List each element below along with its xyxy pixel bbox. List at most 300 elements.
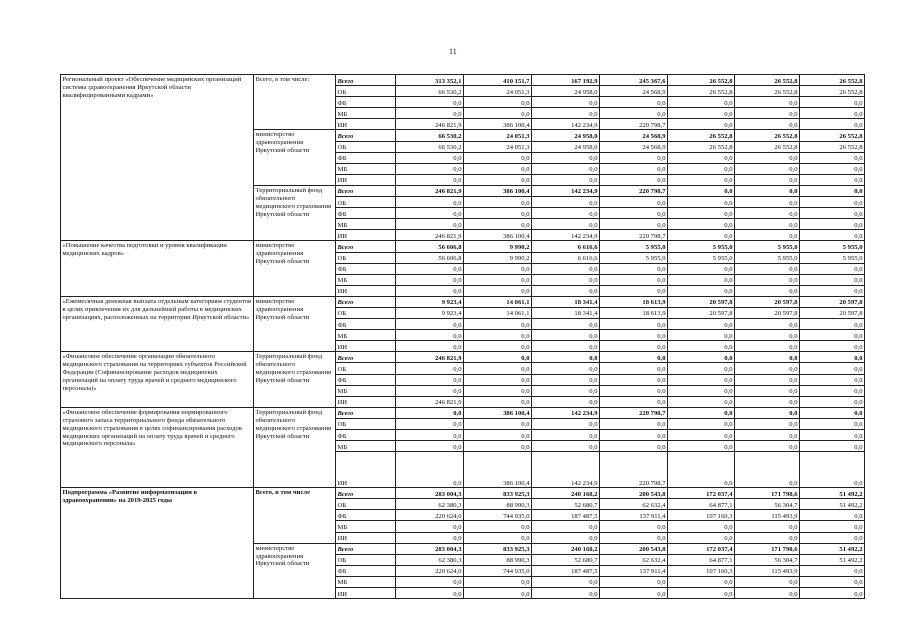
amount-cell: 187 487,5 — [532, 565, 600, 576]
funding-source-cell: ИИ — [336, 230, 396, 241]
amount-cell: 20 597,8 — [800, 307, 865, 318]
amount-cell: 142 234,9 — [532, 119, 600, 130]
amount-cell: 0,0 — [396, 330, 464, 341]
amount-cell: 0,0 — [735, 341, 800, 352]
amount-cell: 0,0 — [464, 418, 532, 429]
amount-cell: 5 955,0 — [600, 252, 668, 263]
amount-cell: 0,0 — [668, 363, 735, 374]
funding-source-cell: ОБ — [336, 363, 396, 374]
amount-cell: 240 168,2 — [532, 543, 600, 554]
amount-cell: 0,0 — [735, 119, 800, 130]
amount-cell: 26 552,8 — [800, 75, 865, 86]
amount-cell: 24 051,3 — [464, 130, 532, 141]
amount-cell: 0,0 — [396, 219, 464, 230]
amount-cell: 0,0 — [532, 274, 600, 285]
funding-source-cell: МБ — [336, 385, 396, 396]
amount-cell: 0,0 — [735, 185, 800, 196]
budget-table-body — [61, 75, 865, 599]
amount-cell: 0,0 — [600, 108, 668, 119]
amount-cell: 200 543,8 — [600, 488, 668, 499]
amount-cell: 0,0 — [600, 330, 668, 341]
executor-cell: Территориальный фонд обязательного медицинского страхования Иркутской области — [254, 407, 336, 487]
amount-cell: 0,0 — [735, 441, 800, 452]
amount-cell: 0,0 — [735, 163, 800, 174]
amount-cell: 313 352,1 — [396, 75, 464, 86]
amount-cell: 18 341,4 — [532, 296, 600, 307]
amount-cell: 64 877,1 — [668, 554, 735, 565]
executor-cell: Территориальный фонд обязательного медицинского страхования Иркутской области — [254, 185, 336, 240]
amount-cell: 0,0 — [532, 396, 600, 407]
amount-cell: 0,0 — [464, 374, 532, 385]
amount-cell: 220 624,0 — [396, 565, 464, 576]
amount-cell: 0,0 — [532, 352, 600, 363]
amount-cell: 0,0 — [396, 363, 464, 374]
amount-cell: 142 234,9 — [532, 407, 600, 418]
amount-cell: 0,0 — [464, 97, 532, 108]
amount-cell: 167 192,9 — [532, 75, 600, 86]
amount-cell: 26 552,8 — [735, 141, 800, 152]
amount-cell: 0,0 — [800, 352, 865, 363]
amount-cell: 26 552,8 — [668, 141, 735, 152]
amount-cell: 51 492,2 — [800, 488, 865, 499]
amount-cell: 0,0 — [800, 230, 865, 241]
amount-cell: 0,0 — [735, 330, 800, 341]
funding-source-cell: Всего — [336, 543, 396, 554]
amount-cell: 0,0 — [800, 197, 865, 208]
amount-cell: 0,0 — [800, 532, 865, 543]
amount-cell: 0,0 — [800, 341, 865, 352]
amount-cell: 24 568,9 — [600, 86, 668, 97]
amount-cell: 0,0 — [668, 441, 735, 452]
amount-cell: 0,0 — [396, 374, 464, 385]
amount-cell: 0,0 — [532, 108, 600, 119]
amount-cell: 0,0 — [464, 263, 532, 274]
amount-cell: 5 955,0 — [800, 241, 865, 252]
amount-cell: 386 100,4 — [464, 407, 532, 418]
amount-cell: 5 955,0 — [668, 241, 735, 252]
amount-cell: 0,0 — [532, 576, 600, 587]
amount-cell: 0,0 — [396, 319, 464, 330]
amount-cell: 386 100,4 — [464, 230, 532, 241]
amount-cell: 0,0 — [668, 263, 735, 274]
amount-cell: 20 597,8 — [735, 307, 800, 318]
table-row — [61, 241, 865, 252]
amount-cell: 0,0 — [800, 576, 865, 587]
amount-cell: 0,0 — [800, 274, 865, 285]
amount-cell: 0,0 — [464, 352, 532, 363]
funding-source-cell: ОБ — [336, 499, 396, 510]
amount-cell: 52 680,7 — [532, 499, 600, 510]
amount-cell: 20 597,8 — [668, 307, 735, 318]
funding-source-cell: Всего — [336, 130, 396, 141]
funding-source-cell: Всего — [336, 75, 396, 86]
amount-cell: 5 955,0 — [800, 252, 865, 263]
amount-cell: 0,0 — [800, 418, 865, 429]
amount-cell: 0,0 — [668, 330, 735, 341]
amount-cell: 5 955,0 — [735, 252, 800, 263]
funding-source-cell: МБ — [336, 441, 396, 452]
section-description: Региональный проект «Обеспечение медицинских организаций системы здравоохранения Иркутской области квалифицированными кадрами» — [61, 75, 254, 241]
funding-source-cell: ИИ — [336, 588, 396, 599]
amount-cell: 0,0 — [532, 152, 600, 163]
amount-cell: 0,0 — [668, 230, 735, 241]
funding-source-cell: ФБ — [336, 319, 396, 330]
amount-cell: 9 923,4 — [396, 307, 464, 318]
amount-cell: 0,0 — [396, 521, 464, 532]
funding-source-cell: Всего — [336, 296, 396, 307]
amount-cell: 115 493,9 — [735, 510, 800, 521]
amount-cell: 88 990,3 — [464, 499, 532, 510]
amount-cell: 0,0 — [532, 174, 600, 185]
amount-cell: 0,0 — [532, 263, 600, 274]
funding-source-cell: ФБ — [336, 208, 396, 219]
amount-cell: 18 613,9 — [600, 296, 668, 307]
amount-cell: 5 955,0 — [668, 252, 735, 263]
amount-cell: 56 304,7 — [735, 554, 800, 565]
executor-cell: Территориальный фонд обязательного медицинского страхования Иркутской области — [254, 352, 336, 407]
amount-cell: 0,0 — [396, 152, 464, 163]
amount-cell: 0,0 — [800, 510, 865, 521]
amount-cell: 0,0 — [396, 341, 464, 352]
amount-cell: 0,0 — [600, 396, 668, 407]
amount-cell: 18 341,4 — [532, 307, 600, 318]
amount-cell: 0,0 — [464, 163, 532, 174]
amount-cell: 833 925,3 — [464, 543, 532, 554]
amount-cell: 0,0 — [735, 430, 800, 441]
amount-cell: 0,0 — [735, 452, 800, 488]
section-description: «Ежемесячная денежная выплата отдельным категориям студентов в целях привлечения их для дальнейшей работы в медицинских организациях, расположенных на территории Иркутской области» — [61, 296, 254, 351]
amount-cell: 26 552,8 — [800, 130, 865, 141]
amount-cell: 240 168,2 — [532, 488, 600, 499]
amount-cell: 52 680,7 — [532, 554, 600, 565]
funding-source-cell: ОБ — [336, 252, 396, 263]
amount-cell: 0,0 — [668, 588, 735, 599]
amount-cell: 0,0 — [735, 208, 800, 219]
section-description: Подпрограмма «Развитие информатизации в здравоохранении» на 2019-2025 годы — [61, 488, 254, 599]
amount-cell: 26 552,8 — [735, 86, 800, 97]
amount-cell: 0,0 — [668, 430, 735, 441]
amount-cell: 0,0 — [464, 274, 532, 285]
amount-cell: 0,0 — [668, 97, 735, 108]
amount-cell: 0,0 — [396, 418, 464, 429]
amount-cell: 107 160,3 — [668, 565, 735, 576]
amount-cell: 0,0 — [800, 97, 865, 108]
amount-cell: 0,0 — [668, 532, 735, 543]
executor-cell: Всего, в том числе — [254, 488, 336, 543]
amount-cell: 9 923,4 — [396, 296, 464, 307]
amount-cell: 18 613,9 — [600, 307, 668, 318]
amount-cell: 0,0 — [600, 521, 668, 532]
amount-cell: 0,0 — [600, 197, 668, 208]
amount-cell: 246 821,9 — [396, 185, 464, 196]
funding-source-cell: МБ — [336, 330, 396, 341]
amount-cell: 0,0 — [600, 174, 668, 185]
amount-cell: 0,0 — [668, 521, 735, 532]
funding-source-cell: ФБ — [336, 152, 396, 163]
funding-source-cell: ИИ — [336, 285, 396, 296]
amount-cell: 0,0 — [396, 174, 464, 185]
amount-cell: 386 100,4 — [464, 119, 532, 130]
amount-cell: 0,0 — [600, 363, 668, 374]
amount-cell: 0,0 — [735, 352, 800, 363]
amount-cell: 0,0 — [532, 430, 600, 441]
amount-cell: 14 061,1 — [464, 296, 532, 307]
amount-cell: 0,0 — [396, 108, 464, 119]
amount-cell: 0,0 — [735, 174, 800, 185]
amount-cell: 62 380,3 — [396, 499, 464, 510]
amount-cell: 0,0 — [800, 396, 865, 407]
amount-cell: 0,0 — [396, 163, 464, 174]
amount-cell: 0,0 — [532, 97, 600, 108]
amount-cell: 0,0 — [668, 219, 735, 230]
amount-cell: 24 051,3 — [464, 86, 532, 97]
amount-cell: 0,0 — [600, 532, 668, 543]
amount-cell: 0,0 — [800, 208, 865, 219]
amount-cell: 0,0 — [735, 285, 800, 296]
amount-cell: 64 877,1 — [668, 499, 735, 510]
amount-cell: 142 234,9 — [532, 185, 600, 196]
funding-source-cell: ИИ — [336, 174, 396, 185]
funding-source-cell: ИИ — [336, 396, 396, 407]
funding-source-cell: ОБ — [336, 418, 396, 429]
table-row — [61, 75, 865, 86]
amount-cell: 0,0 — [735, 108, 800, 119]
amount-cell: 0,0 — [735, 274, 800, 285]
amount-cell: 0,0 — [600, 341, 668, 352]
amount-cell: 51 492,2 — [800, 543, 865, 554]
amount-cell: 26 552,8 — [668, 75, 735, 86]
amount-cell: 62 632,4 — [600, 499, 668, 510]
amount-cell: 0,0 — [668, 418, 735, 429]
amount-cell: 0,0 — [668, 407, 735, 418]
amount-cell: 0,0 — [668, 274, 735, 285]
amount-cell: 245 367,6 — [600, 75, 668, 86]
funding-source-cell: ИИ — [336, 341, 396, 352]
amount-cell: 0,0 — [464, 363, 532, 374]
funding-source-cell: Всего — [336, 352, 396, 363]
amount-cell: 0,0 — [735, 319, 800, 330]
amount-cell: 0,0 — [464, 319, 532, 330]
amount-cell: 744 935,0 — [464, 565, 532, 576]
funding-source-cell: ОБ — [336, 86, 396, 97]
amount-cell: 20 597,8 — [800, 296, 865, 307]
amount-cell: 0,0 — [668, 319, 735, 330]
amount-cell: 0,0 — [668, 285, 735, 296]
amount-cell: 0,0 — [532, 588, 600, 599]
amount-cell: 0,0 — [464, 532, 532, 543]
amount-cell: 0,0 — [668, 108, 735, 119]
amount-cell: 0,0 — [532, 285, 600, 296]
amount-cell: 9 990,2 — [464, 241, 532, 252]
amount-cell: 24 958,0 — [532, 86, 600, 97]
amount-cell: 0,0 — [396, 197, 464, 208]
table-row — [61, 296, 865, 307]
amount-cell: 0,0 — [800, 263, 865, 274]
amount-cell: 137 911,4 — [600, 565, 668, 576]
amount-cell: 115 493,9 — [735, 565, 800, 576]
amount-cell: 0,0 — [600, 152, 668, 163]
amount-cell: 0,0 — [532, 532, 600, 543]
amount-cell: 220 624,0 — [396, 510, 464, 521]
amount-cell: 0,0 — [800, 441, 865, 452]
amount-cell: 0,0 — [668, 341, 735, 352]
amount-cell: 0,0 — [735, 532, 800, 543]
funding-source-cell: ФБ — [336, 565, 396, 576]
amount-cell: 0,0 — [668, 163, 735, 174]
amount-cell: 0,0 — [668, 452, 735, 488]
amount-cell: 142 234,9 — [532, 452, 600, 488]
amount-cell: 0,0 — [800, 407, 865, 418]
amount-cell: 0,0 — [668, 208, 735, 219]
amount-cell: 62 380,3 — [396, 554, 464, 565]
amount-cell: 0,0 — [800, 385, 865, 396]
amount-cell: 0,0 — [396, 576, 464, 587]
amount-cell: 66 530,2 — [396, 141, 464, 152]
amount-cell: 0,0 — [800, 521, 865, 532]
amount-cell: 20 597,8 — [668, 296, 735, 307]
amount-cell: 0,0 — [532, 163, 600, 174]
funding-source-cell: МБ — [336, 163, 396, 174]
amount-cell: 107 160,3 — [668, 510, 735, 521]
amount-cell: 0,0 — [396, 441, 464, 452]
executor-cell: министерство здравоохранения Иркутской области — [254, 296, 336, 351]
amount-cell: 0,0 — [600, 319, 668, 330]
amount-cell: 0,0 — [800, 430, 865, 441]
amount-cell: 0,0 — [800, 219, 865, 230]
amount-cell: 0,0 — [396, 208, 464, 219]
amount-cell: 0,0 — [464, 396, 532, 407]
amount-cell: 386 100,4 — [464, 452, 532, 488]
amount-cell: 0,0 — [600, 97, 668, 108]
amount-cell: 0,0 — [735, 230, 800, 241]
amount-cell: 24 051,3 — [464, 141, 532, 152]
amount-cell: 0,0 — [800, 588, 865, 599]
amount-cell: 386 100,4 — [464, 185, 532, 196]
amount-cell: 0,0 — [464, 152, 532, 163]
amount-cell: 0,0 — [464, 341, 532, 352]
amount-cell: 0,0 — [600, 430, 668, 441]
funding-source-cell: Всего — [336, 407, 396, 418]
amount-cell: 0,0 — [396, 430, 464, 441]
amount-cell: 5 955,0 — [600, 241, 668, 252]
amount-cell: 0,0 — [735, 219, 800, 230]
amount-cell: 0,0 — [464, 385, 532, 396]
table-row — [61, 352, 865, 363]
amount-cell: 0,0 — [396, 385, 464, 396]
funding-source-cell: МБ — [336, 274, 396, 285]
executor-cell: Всего, в том числе: — [254, 75, 336, 130]
amount-cell: 246 821,9 — [396, 352, 464, 363]
amount-cell: 0,0 — [464, 330, 532, 341]
funding-source-cell: ФБ — [336, 374, 396, 385]
funding-source-cell: Всего — [336, 241, 396, 252]
amount-cell: 26 552,8 — [668, 86, 735, 97]
amount-cell: 0,0 — [464, 430, 532, 441]
amount-cell: 172 037,4 — [668, 488, 735, 499]
amount-cell: 283 004,3 — [396, 488, 464, 499]
amount-cell: 0,0 — [532, 441, 600, 452]
amount-cell: 0,0 — [668, 152, 735, 163]
funding-source-cell: МБ — [336, 521, 396, 532]
amount-cell: 24 958,0 — [532, 141, 600, 152]
amount-cell: 220 798,7 — [600, 407, 668, 418]
amount-cell: 26 552,8 — [800, 141, 865, 152]
amount-cell: 24 958,0 — [532, 130, 600, 141]
amount-cell: 0,0 — [464, 588, 532, 599]
table-row — [61, 488, 865, 499]
amount-cell: 9 990,2 — [464, 252, 532, 263]
budget-table — [60, 74, 865, 599]
funding-source-cell: ФБ — [336, 430, 396, 441]
funding-source-cell: ОБ — [336, 197, 396, 208]
amount-cell: 0,0 — [735, 363, 800, 374]
amount-cell: 0,0 — [532, 197, 600, 208]
amount-cell: 0,0 — [600, 274, 668, 285]
amount-cell: 0,0 — [600, 263, 668, 274]
amount-cell: 410 151,7 — [464, 75, 532, 86]
amount-cell: 26 552,8 — [735, 75, 800, 86]
funding-source-cell: МБ — [336, 219, 396, 230]
amount-cell: 0,0 — [532, 219, 600, 230]
amount-cell: 24 568,9 — [600, 130, 668, 141]
section-description: «Финансовое обеспечение организации обязательного медицинского страхования на территориях субъектов Российской Федерации (Софинансирование расходов медицинских организаций на оплату труда врачей и среднего медицинского персонала)» — [61, 352, 254, 407]
amount-cell: 0,0 — [800, 163, 865, 174]
funding-source-cell: ОБ — [336, 141, 396, 152]
amount-cell: 0,0 — [735, 385, 800, 396]
amount-cell: 0,0 — [668, 197, 735, 208]
amount-cell: 142 234,9 — [532, 230, 600, 241]
amount-cell: 14 061,1 — [464, 307, 532, 318]
amount-cell: 26 552,8 — [668, 130, 735, 141]
amount-cell: 220 798,7 — [600, 230, 668, 241]
amount-cell: 0,0 — [668, 385, 735, 396]
amount-cell: 220 798,7 — [600, 452, 668, 488]
amount-cell: 0,0 — [464, 441, 532, 452]
amount-cell: 0,0 — [668, 374, 735, 385]
amount-cell: 62 632,4 — [600, 554, 668, 565]
amount-cell: 0,0 — [464, 208, 532, 219]
funding-source-cell: Всего — [336, 488, 396, 499]
amount-cell: 0,0 — [600, 588, 668, 599]
amount-cell: 0,0 — [600, 285, 668, 296]
section-description: «Финансовое обеспечение формирования нормированного страхового запаса территориального фонда обязательного медицинского страхования в целях софинансирования расходов медицинских организаций на оплату труда врачей и среднего медицинского персонала» — [61, 407, 254, 487]
amount-cell: 6 616,6 — [532, 252, 600, 263]
page-number: 11 — [449, 47, 457, 56]
executor-cell: министерство здравоохранения Иркутской области — [254, 241, 336, 296]
amount-cell: 5 955,0 — [735, 241, 800, 252]
funding-source-cell: ФБ — [336, 510, 396, 521]
amount-cell: 0,0 — [668, 119, 735, 130]
amount-cell: 0,0 — [464, 285, 532, 296]
executor-cell: министерство здравоохранения Иркутской области — [254, 130, 336, 185]
amount-cell: 0,0 — [532, 330, 600, 341]
amount-cell: 0,0 — [668, 396, 735, 407]
amount-cell: 0,0 — [532, 208, 600, 219]
amount-cell: 0,0 — [735, 396, 800, 407]
executor-cell: министерство здравоохранения Иркутской области — [254, 543, 336, 598]
amount-cell: 0,0 — [735, 197, 800, 208]
amount-cell: 0,0 — [800, 374, 865, 385]
amount-cell: 0,0 — [800, 152, 865, 163]
funding-source-cell: ФБ — [336, 263, 396, 274]
amount-cell: 0,0 — [735, 521, 800, 532]
amount-cell: 833 925,3 — [464, 488, 532, 499]
amount-cell: 56 304,7 — [735, 499, 800, 510]
amount-cell: 0,0 — [464, 521, 532, 532]
amount-cell: 0,0 — [735, 374, 800, 385]
amount-cell: 0,0 — [735, 418, 800, 429]
amount-cell: 0,0 — [532, 374, 600, 385]
